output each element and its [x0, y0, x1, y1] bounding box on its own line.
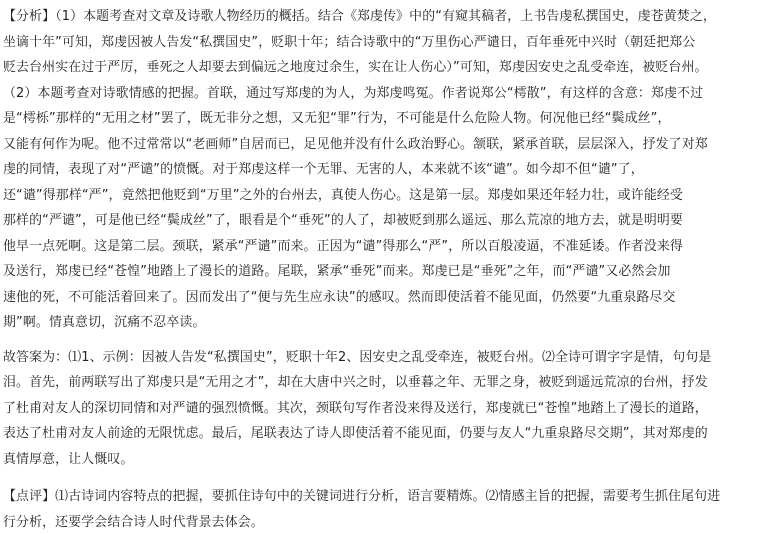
- answer-line: 故答案为：⑴1、示例：因被人告发“私撰国史”，贬职十年2、因安史之乱受牵连，被贬台州。⑵全诗可谓字字是情，句句是: [3, 345, 777, 371]
- analysis-line: 【分析】（1）本题考查对文章及诗歌人物经历的概括。结合《郑虔传》中的“有窥其稿者，上书告虔私撰国史，虔苍黄焚之，: [3, 4, 777, 30]
- answer-line: 了杜甫对友人的深切同情和对严谴的强烈愤慨。其次，颈联句写作者没来得及送行，郑虔就已“苍惶”地踏上了漫长的道路，: [3, 396, 777, 422]
- analysis-line: 还“谴”得那样“严”，竟然把他贬到“万里”之外的台州去，真使人伤心。这是第一层。郑虔如果还年轻力壮，或许能经受: [3, 183, 777, 209]
- analysis-line: 那样的“严谴”，可是他已经“鬓成丝”了，眼看是个“垂死”的人了，却被贬到那么遥远、那么荒凉的地方去，就是明明要: [3, 208, 777, 234]
- answer-line: 表达了杜甫对友人前途的无限忧虑。最后，尾联表达了诗人即使活着不能见面，仍要与友人“九重泉路尽交期”，其对郑虔的: [3, 421, 777, 447]
- answer-line: 真情厚意，让人慨叹。: [3, 447, 777, 473]
- analysis-line: 又能有何作为呢。他不过常常以“老画师”自居而已，足见他并没有什么政治野心。颔联，紧承首联，层层深入，抒发了对郑: [3, 132, 777, 158]
- answer-section: [3, 345, 777, 473]
- analysis-line: 贬去台州实在过于严厉，垂死之人却要去到偏远之地度过余生，实在让人伤心）”可知，郑虔因安史之乱受牵连，被贬台州。: [3, 55, 777, 81]
- analysis-line: 是“樗栎”那样的“无用之材”罢了，既无非分之想，又无犯“罪”行为，不可能是什么危险人物。何况他已经“鬓成丝”，: [3, 106, 777, 132]
- analysis-line: （2）本题考查对诗歌情感的把握。首联，通过写郑虔的为人，为郑虔鸣冤。作者说郑公“樗散”，有这样的含意：郑虔不过: [3, 81, 777, 107]
- analysis-line: 虔的同情，表现了对“严谴”的愤慨。对于郑虔这样一个无罪、无害的人，本来就不该“谴”。如今却不但“谴”了，: [3, 157, 777, 183]
- comment-line: 【点评】⑴古诗词内容特点的把握，要抓住诗句中的关键词进行分析，语言要精炼。⑵情感主旨的把握，需要考生抓住尾句进: [3, 484, 777, 510]
- comment-line: 行分析，还要学会结合诗人时代背景去体会。: [3, 510, 777, 535]
- paragraph-gap: [3, 336, 777, 345]
- analysis-section: [3, 4, 777, 336]
- analysis-line: 期”啊。情真意切，沉痛不忍卒读。: [3, 310, 777, 336]
- answer-line: 泪。首先，前两联写出了郑虔只是“无用之才”，却在大唐中兴之时，以垂暮之年、无罪之身，被贬到遥远荒凉的台州，抒发: [3, 370, 777, 396]
- comment-section: [3, 484, 777, 535]
- analysis-line: 坐谪十年”可知，郑虔因被人告发“私撰国史”，贬职十年；结合诗歌中的“万里伤心严谴日，百年垂死中兴时（朝廷把郑公: [3, 30, 777, 56]
- analysis-line: 及送行，郑虔已经“苍惶”地踏上了漫长的道路。尾联，紧承“垂死”而来。郑虔已是“垂死”之年，而“严谴”又必然会加: [3, 259, 777, 285]
- analysis-line: 速他的死，不可能活着回来了。因而发出了“便与先生应永诀”的感叹。然而即使活着不能见面，仍然要“九重泉路尽交: [3, 285, 777, 311]
- analysis-line: 他早一点死啊。这是第二层。颈联，紧承“严谴”而来。正因为“谴”得那么“严”，所以百般凌逼，不准延诿。作者没来得: [3, 234, 777, 260]
- paragraph-gap: [3, 472, 777, 484]
